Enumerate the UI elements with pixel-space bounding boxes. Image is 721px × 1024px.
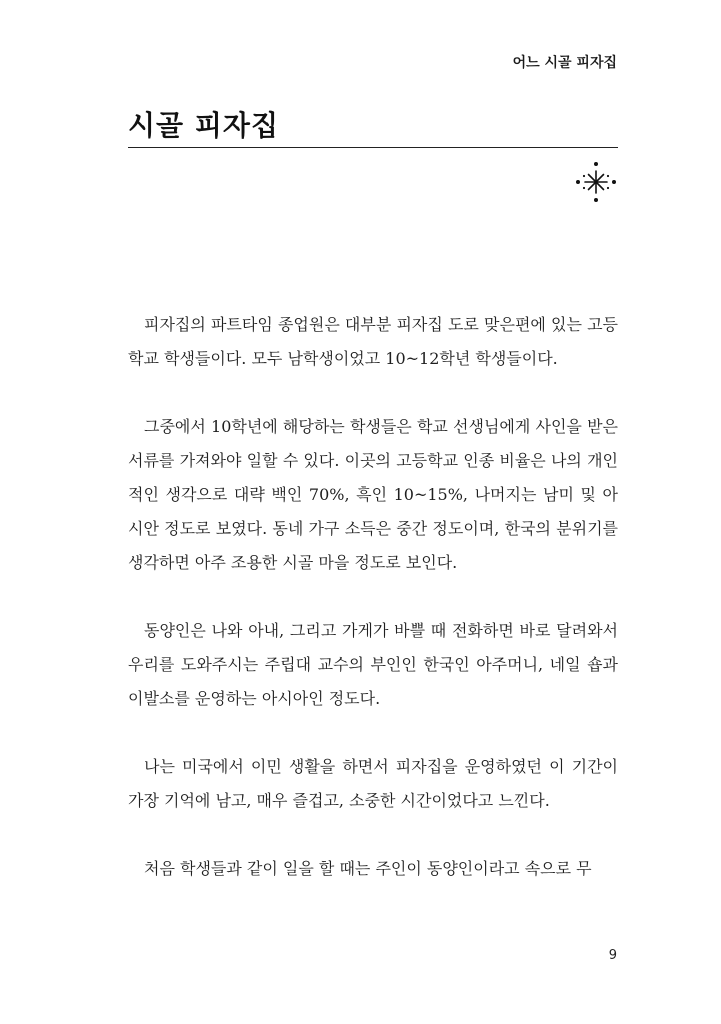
paragraph-4: 나는 미국에서 이민 생활을 하면서 피자집을 운영하였던 이 기간이 가장 기억에 남고, 매우 즐겁고, 소중한 시간이었다고 느낀다. xyxy=(128,757,618,810)
chapter-title: 시골 피자집 xyxy=(128,109,279,142)
title-divider xyxy=(128,147,618,148)
body-text xyxy=(128,308,618,920)
running-header: 어느 시골 피자집 xyxy=(512,55,617,71)
paragraph-5: 처음 학생들과 같이 일을 할 때는 주인이 동양인이라고 속으로 무 xyxy=(144,859,592,878)
paragraph-2: 그중에서 10학년에 해당하는 학생들은 학교 선생님에게 사인을 받은 서류를 가져와야 일할 수 있다. 이곳의 고등학교 인종 비율은 나의 개인적인 생각으로 대략 백인 70%, 흑인 10~15%, 나머지는 남미 및 아시안 정도로 보였다. 동네 가구 소득은 중간 정도이며, 한국의 분위기를 생각하면 아주 조용한 시골 마을 정도로 보인다. xyxy=(128,417,618,572)
paragraph-1: 피자집의 파트타임 종업원은 대부분 피자집 도로 맞은편에 있는 고등학교 학생들이다. 모두 남학생이었고 10~12학년 학생들이다. xyxy=(128,315,618,368)
sparkle-star-icon xyxy=(574,160,618,204)
page-number: 9 xyxy=(608,948,617,963)
paragraph-3: 동양인은 나와 아내, 그리고 가게가 바쁠 때 전화하면 바로 달려와서 우리를 도와주시는 주립대 교수의 부인인 한국인 아주머니, 네일 숍과 이발소를 운영하는 아시아인 정도다. xyxy=(128,621,618,708)
